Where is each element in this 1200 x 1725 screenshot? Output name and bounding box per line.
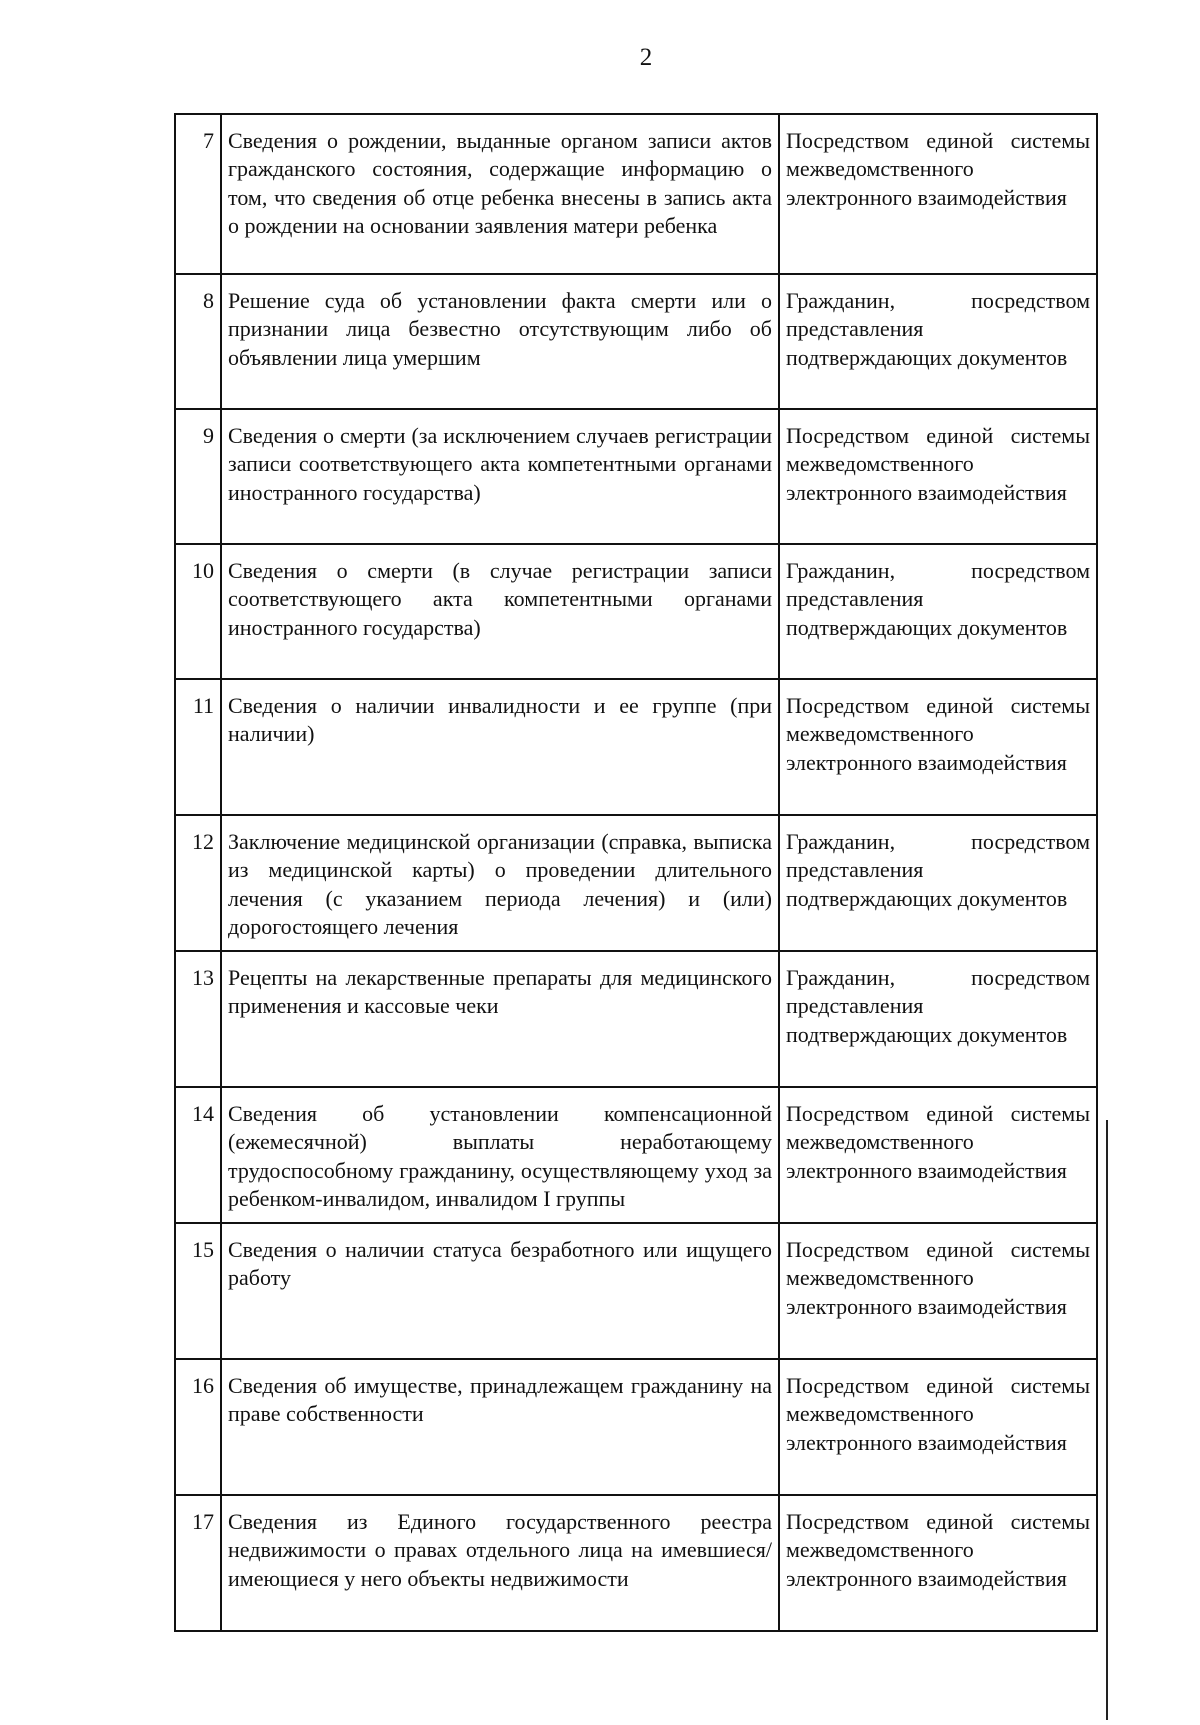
submission-method: Гражданин, посредством представления подтверждающих документов bbox=[779, 544, 1097, 679]
document-description: Сведения из Единого государственного реестра недвижимости о правах отдельного лица на имевшиеся/имеющиеся у него объекты недвижимости bbox=[221, 1495, 779, 1631]
table-row bbox=[175, 1223, 1097, 1359]
margin-line bbox=[1106, 1120, 1108, 1720]
document-description: Решение суда об установлении факта смерти или о признании лица безвестно отсутствующим либо об объявлении лица умершим bbox=[221, 274, 779, 409]
row-number: 15 bbox=[175, 1223, 221, 1359]
table-row bbox=[175, 951, 1097, 1087]
document-description: Сведения об имуществе, принадлежащем гражданину на праве собственности bbox=[221, 1359, 779, 1495]
submission-method: Гражданин, посредством представления подтверждающих документов bbox=[779, 815, 1097, 951]
submission-method: Посредством единой системы межведомственного электронного взаимодействия bbox=[779, 1223, 1097, 1359]
row-number: 17 bbox=[175, 1495, 221, 1631]
row-number: 14 bbox=[175, 1087, 221, 1223]
document-description: Сведения о смерти (в случае регистрации записи соответствующего акта компетентными органами иностранного государства) bbox=[221, 544, 779, 679]
table-row bbox=[175, 409, 1097, 544]
table-row bbox=[175, 815, 1097, 951]
table-row bbox=[175, 274, 1097, 409]
document-description: Сведения о рождении, выданные органом записи актов гражданского состояния, содержащие информацию о том, что сведения об отце ребенка внесены в запись акта о рождении на основании заявления матери ребенка bbox=[221, 114, 779, 274]
submission-method: Посредством единой системы межведомственного электронного взаимодействия bbox=[779, 1359, 1097, 1495]
row-number: 13 bbox=[175, 951, 221, 1087]
document-description: Сведения о наличии инвалидности и ее группе (при наличии) bbox=[221, 679, 779, 815]
table-row bbox=[175, 114, 1097, 274]
submission-method: Посредством единой системы межведомственного электронного взаимодействия bbox=[779, 1495, 1097, 1631]
row-number: 7 bbox=[175, 114, 221, 274]
submission-method: Посредством единой системы межведомственного электронного взаимодействия bbox=[779, 1087, 1097, 1223]
document-description: Заключение медицинской организации (справка, выписка из медицинской карты) о проведении длительного лечения (с указанием периода лечения) и (или) дорогостоящего лечения bbox=[221, 815, 779, 951]
table-row bbox=[175, 544, 1097, 679]
table-row bbox=[175, 1087, 1097, 1223]
document-description: Сведения о смерти (за исключением случаев регистрации записи соответствующего акта компетентными органами иностранного государства) bbox=[221, 409, 779, 544]
submission-method: Гражданин, посредством представления подтверждающих документов bbox=[779, 274, 1097, 409]
row-number: 16 bbox=[175, 1359, 221, 1495]
submission-method: Гражданин, посредством представления подтверждающих документов bbox=[779, 951, 1097, 1087]
row-number: 11 bbox=[175, 679, 221, 815]
row-number: 8 bbox=[175, 274, 221, 409]
page-number: 2 bbox=[639, 44, 653, 71]
document-description: Сведения о наличии статуса безработного или ищущего работу bbox=[221, 1223, 779, 1359]
documents-table-body bbox=[175, 114, 1097, 1631]
row-number: 12 bbox=[175, 815, 221, 951]
submission-method: Посредством единой системы межведомственного электронного взаимодействия bbox=[779, 679, 1097, 815]
document-description: Рецепты на лекарственные препараты для медицинского применения и кассовые чеки bbox=[221, 951, 779, 1087]
row-number: 10 bbox=[175, 544, 221, 679]
documents-table bbox=[174, 113, 1098, 1632]
document-description: Сведения об установлении компенсационной (ежемесячной) выплаты неработающему трудоспособному гражданину, осуществляющему уход за ребенком-инвалидом, инвалидом I группы bbox=[221, 1087, 779, 1223]
table-row bbox=[175, 1359, 1097, 1495]
submission-method: Посредством единой системы межведомственного электронного взаимодействия bbox=[779, 409, 1097, 544]
table-row bbox=[175, 679, 1097, 815]
submission-method: Посредством единой системы межведомственного электронного взаимодействия bbox=[779, 114, 1097, 274]
row-number: 9 bbox=[175, 409, 221, 544]
table-row bbox=[175, 1495, 1097, 1631]
